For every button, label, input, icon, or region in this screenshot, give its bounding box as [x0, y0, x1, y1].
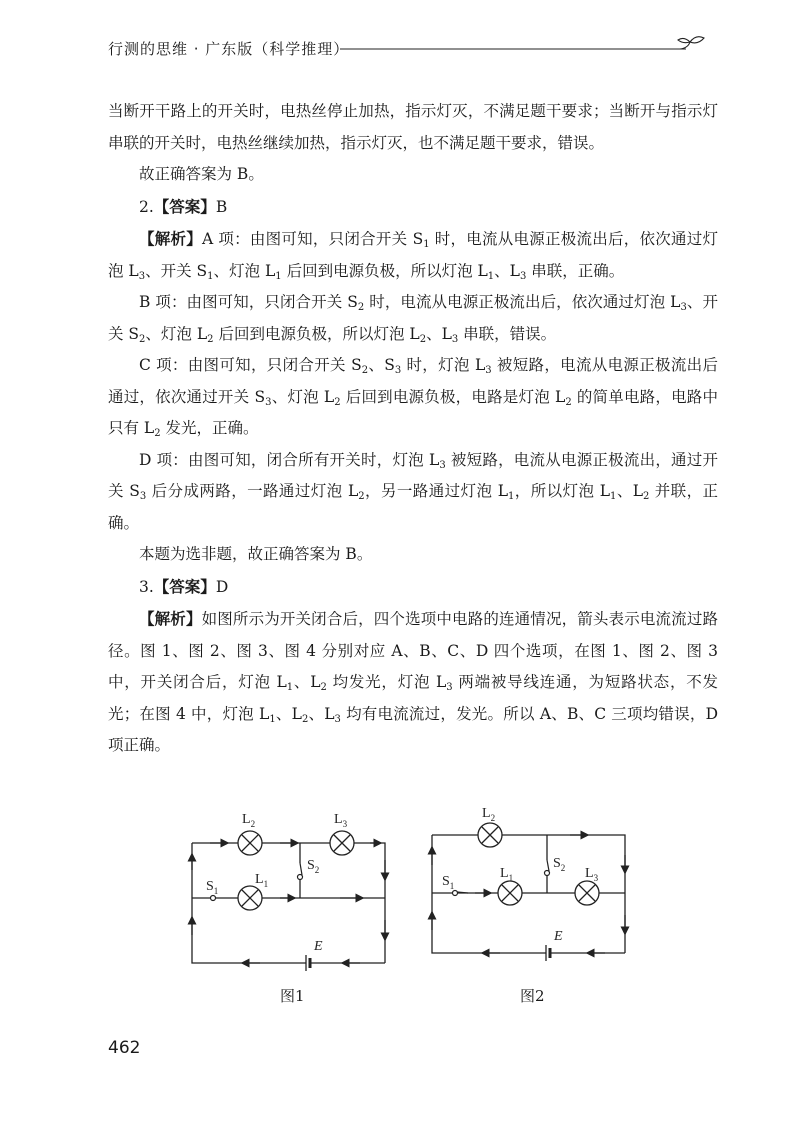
fig1-wire-top-right	[354, 843, 385, 963]
question-2-option-d: D 项：由图可知，闭合所有开关时，灯泡 $L_3$ 被短路，电流从电源正极流出，通过开关 $S_3$ 后分成两路，一路通过灯泡 $L_2$，另一路通过灯泡 $L_1$，所以灯泡 $L_1$、$L_2$ 并联，正确。	[108, 450, 718, 532]
fig2-label-l3: $L_3$	[585, 866, 599, 883]
fig2-battery	[546, 945, 550, 961]
fig2-label-l1: $L_1$	[500, 866, 514, 883]
question-3-analysis: 【解析】如图所示为开关闭合后，四个选项中电路的连通情况，箭头表示电流流过路径。图 1、图 2、图 3、图 4 分别对应 A、B、C、D 四个选项，在图 1、图 2、图 3 中，开关闭合后，灯泡 $L_1$、$L_2$ 均发光，灯泡 $L_3$ 两端被导线连通，为短路状态，不发光；在图 4 中，灯泡 $L_1$、$L_2$、$L_3$ 均有电流流过，发光。所以 A、B、C 三项均错误，D 项正确。	[108, 609, 719, 754]
fig1-label-s1: $S_1$	[206, 879, 219, 896]
fig2-switch-s2	[545, 860, 550, 876]
fig2-label-e: E	[554, 929, 563, 944]
fig1-label-l2: $L_2$	[242, 812, 256, 829]
fig1-label-s2: $S_2$	[307, 858, 320, 875]
circuit-diagrams	[180, 805, 660, 980]
fig2-lamp-l2	[478, 823, 502, 847]
fig1-label-l1: $L_1$	[255, 872, 269, 889]
question-2-option-c: C 项：由图可知，只闭合开关 $S_2$、$S_3$ 时，灯泡 $L_3$ 被短路，电流从电源正极流出后通过，依次通过开关 $S_3$、灯泡 $L_2$ 后回到电源负极，电路是灯泡 $L_2$ 的简单电路，电路中只有 $L_2$ 发光，正确。	[108, 356, 718, 439]
fig2-wire-bottom-2	[432, 835, 546, 953]
fig2-label-s2: $S_2$	[553, 856, 566, 873]
fig1-switch-s2	[298, 863, 303, 880]
paragraph-q1-conclusion: 故正确答案为 B。	[139, 165, 264, 183]
paragraph-q1-continuation: 当断开干路上的开关时，电热丝停止加热，指示灯灭，不满足题干要求；当断开与指示灯串联的开关时，电热丝继续加热，指示灯灭，也不满足题干要求，错误。	[108, 102, 718, 152]
question-3-answer: 3.【答案】D	[139, 576, 229, 596]
figure-1-circuit	[192, 843, 385, 963]
figure-2-caption: 图2	[520, 987, 545, 1005]
fig2-label-s1: $S_1$	[442, 874, 455, 891]
question-2-option-a: 【解析】A 项：由图可知，只闭合开关 $S_1$ 时，电流从电源正极流出后，依次通过灯泡 $L_3$、开关 $S_1$、灯泡 $L_1$ 后回到电源负极，所以灯泡 $L_1$、$L_3$ 串联，正确。	[108, 229, 718, 282]
fig1-battery	[306, 955, 310, 971]
page-number: 462	[108, 1038, 141, 1058]
running-header	[108, 34, 708, 62]
fig1-label-l3: $L_3$	[334, 812, 348, 829]
question-2-conclusion: 本题为选非题，故正确答案为 B。	[139, 545, 373, 563]
question-2-option-b: B 项：由图可知，只闭合开关 $S_2$ 时，电流从电源正极流出后，依次通过灯泡 $L_3$、开关 $S_2$、灯泡 $L_2$ 后回到电源负极，所以灯泡 $L_2$、$L_3$ 串联，错误。	[108, 293, 718, 345]
figure-1-caption: 图1	[280, 987, 305, 1005]
fig1-lamp-l2	[238, 831, 262, 855]
question-2-answer: 2.【答案】B	[139, 196, 228, 216]
fig1-switch-s1	[211, 896, 216, 901]
fig1-lamp-l1	[238, 886, 262, 910]
fig2-label-l2: $L_2$	[482, 806, 496, 823]
fig1-lamp-l3	[330, 831, 354, 855]
circuit-figures	[180, 805, 660, 1005]
fig2-lamp-l1	[498, 881, 522, 905]
header-title: 行测的思维 · 广东版（科学推理）	[108, 40, 350, 58]
fig2-lamp-l3	[575, 881, 599, 905]
leaf-sprout-icon	[678, 37, 704, 49]
main-text	[108, 96, 718, 762]
fig1-label-e: E	[314, 939, 323, 954]
